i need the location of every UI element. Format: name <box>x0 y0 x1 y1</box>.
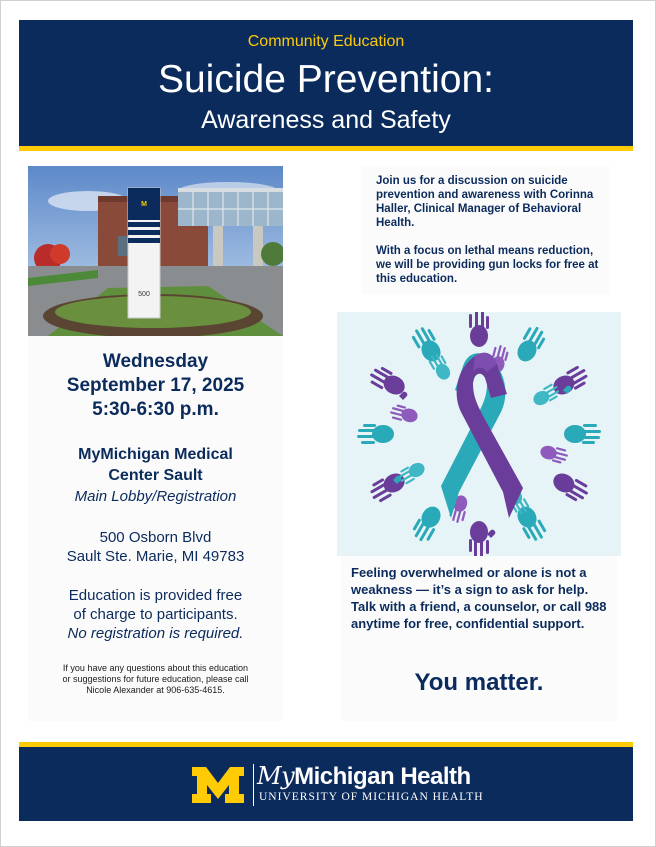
sign-number: 500 <box>138 291 150 298</box>
address-line-1: 500 Osborn Blvd <box>99 529 212 546</box>
brand-subline: UNIVERSITY OF MICHIGAN HEALTH <box>259 791 484 803</box>
address-line-2: Sault Ste. Marie, MI 49783 <box>66 548 245 565</box>
footer-banner <box>19 747 633 821</box>
header-banner <box>19 20 633 146</box>
venue-room: Main Lobby/Registration <box>74 488 237 505</box>
logo-divider <box>253 764 254 806</box>
building-photo <box>28 166 283 336</box>
event-datetime <box>28 350 283 422</box>
you-matter-tagline: You matter. <box>414 669 544 696</box>
intro-text <box>362 166 610 294</box>
venue-name <box>28 444 283 486</box>
free-line-1: Education is provided free <box>68 587 243 604</box>
ribbon-icon <box>441 353 523 518</box>
header-eyebrow: Community Education <box>247 33 405 50</box>
brand-name: Michigan Health <box>294 763 471 790</box>
block-m-logo-icon <box>192 767 244 803</box>
page-title: Suicide Prevention: <box>157 58 495 101</box>
no-registration-note: No registration is required. <box>67 625 244 642</box>
event-day: Wednesday <box>102 351 209 372</box>
awareness-ribbon-illustration <box>337 312 621 556</box>
intro-paragraph-1: Join us for a discussion on suicide prevention and awareness with Corinna Haller, Clinical Manager of Behavioral Health. <box>376 175 594 229</box>
header-gold-rule <box>19 146 633 151</box>
event-date: September 17, 2025 <box>66 375 245 396</box>
venue-address <box>28 528 283 566</box>
questions-contact: If you have any questions about this education or suggestions for future education, please call Nicole Alexander at 906-635-4615. <box>62 663 249 695</box>
cost-note <box>28 586 283 643</box>
support-panel <box>341 556 617 721</box>
svg-text:M: M <box>141 201 147 208</box>
free-line-2: of charge to participants. <box>73 606 238 623</box>
event-details-panel <box>28 336 283 721</box>
venue-line-2: Center Sault <box>108 467 203 484</box>
page-subtitle: Awareness and Safety <box>201 106 451 134</box>
brand-wordmark <box>257 762 471 791</box>
event-time: 5:30-6:30 p.m. <box>92 399 219 420</box>
intro-paragraph-2: With a focus on lethal means reduction, we will be providing gun locks for free at this education. <box>376 245 599 285</box>
brand-my: My <box>257 762 295 790</box>
venue-line-1: MyMichigan Medical <box>78 446 233 463</box>
support-message: Feeling overwhelmed or alone is not a weakness — it’s a sign to ask for help. Talk with a friend, a counselor, or call 988 anytime for free, confidential support. <box>351 565 607 631</box>
